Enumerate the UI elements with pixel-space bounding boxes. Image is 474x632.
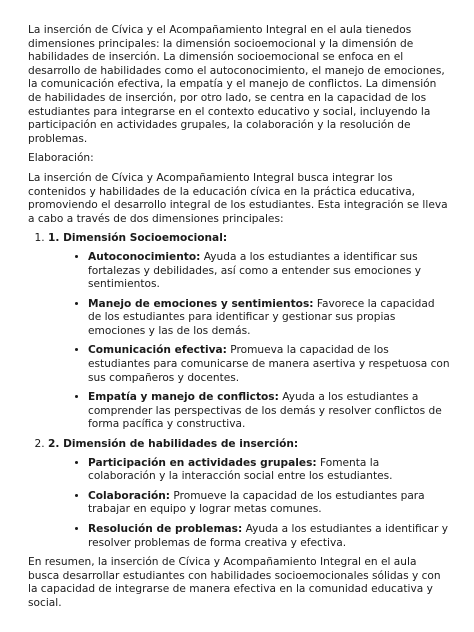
list-item <box>88 391 450 432</box>
conclusion-paragraph: En resumen, la inserción de Cívica y Acompañamiento Integral en el aula busca desarrollar estudiantes con habilidades socioemocionales sólidas y con la capacidad de integrarse de manera efectiva en la comunidad educativa y social. <box>28 556 441 609</box>
list-item <box>88 251 450 292</box>
item-term: Empatía y manejo de conflictos: <box>88 391 279 404</box>
item-text: Ayuda a los estudiantes a comprender las perspectivas de los demás y resolver conflictos de forma pacífica y constructiva. <box>88 391 442 431</box>
item-text: Fomenta la colaboración y la interacción social entre los estudiantes. <box>88 456 393 483</box>
dimensions-list <box>28 232 450 550</box>
list-item <box>88 344 450 385</box>
elaboracion-paragraph: La inserción de Cívica y Acompañamiento Integral busca integrar los contenidos y habilidades de la educación cívica en la práctica educativa, promoviendo el desarrollo integral de los estudiantes. Esta integración se lleva a cabo a través de dos dimensiones principales: <box>28 171 448 225</box>
list-item <box>88 523 450 550</box>
item-text: Favorece la capacidad de los estudiantes para identificar y gestionar sus propias emociones y las de los demás. <box>88 297 435 337</box>
item-term: Participación en actividades grupales: <box>88 456 317 469</box>
item-text: Promueva la capacidad de los estudiantes para comunicarse de manera asertiva y respetuosa con sus compañeros y docentes. <box>88 344 450 384</box>
intro-paragraph: La inserción de Cívica y el Acompañamiento Integral en el aula tienedos dimensiones principales: la dimensión socioemocional y la dimensión de habilidades de inserción. La dimensión socioemocional se enfoca en el desarrollo de habilidades como el autoconocimiento, el manejo de emociones, la comunicación efectiva, la empatía y el manejo de conflictos. La dimensión de habilidades de inserción, por otro lado, se centra en la capacidad de los estudiantes para integrarse en el contexto educativo y social, incluyendo la participación en actividades grupales, la colaboración y la resolución de problemas. <box>28 24 445 145</box>
list-item <box>88 298 450 339</box>
item-text: Ayuda a los estudiantes a identificar y resolver problemas de forma creativa y efectiva. <box>88 523 449 549</box>
socioemocional-items <box>48 251 450 432</box>
item-term: Manejo de emociones y sentimientos: <box>88 297 314 310</box>
dimension-habilidades-insercion <box>48 438 450 550</box>
list-item <box>88 490 450 517</box>
section-title: 2. 2. Dimensión de habilidades de inserción: <box>48 438 299 451</box>
insercion-items <box>48 457 450 551</box>
list-item <box>88 457 450 484</box>
item-term: Comunicación efectiva: <box>88 344 227 357</box>
item-term: Autoconocimiento: <box>88 250 201 263</box>
elaboracion-label: Elaboración: <box>28 152 94 165</box>
dimension-socioemocional <box>48 232 450 432</box>
item-text: Promueve la capacidad de los estudiantes para trabajar en equipo y lograr metas comunes. <box>88 489 425 516</box>
item-term: Colaboración: <box>88 489 171 502</box>
item-term: Resolución de problemas: <box>88 523 243 535</box>
section-title: 1. 1. Dimensión Socioemocional: <box>48 232 228 245</box>
item-text: Ayuda a los estudiantes a identificar sus fortalezas y debilidades, así como a entender sus emociones y sentimientos. <box>88 250 422 291</box>
